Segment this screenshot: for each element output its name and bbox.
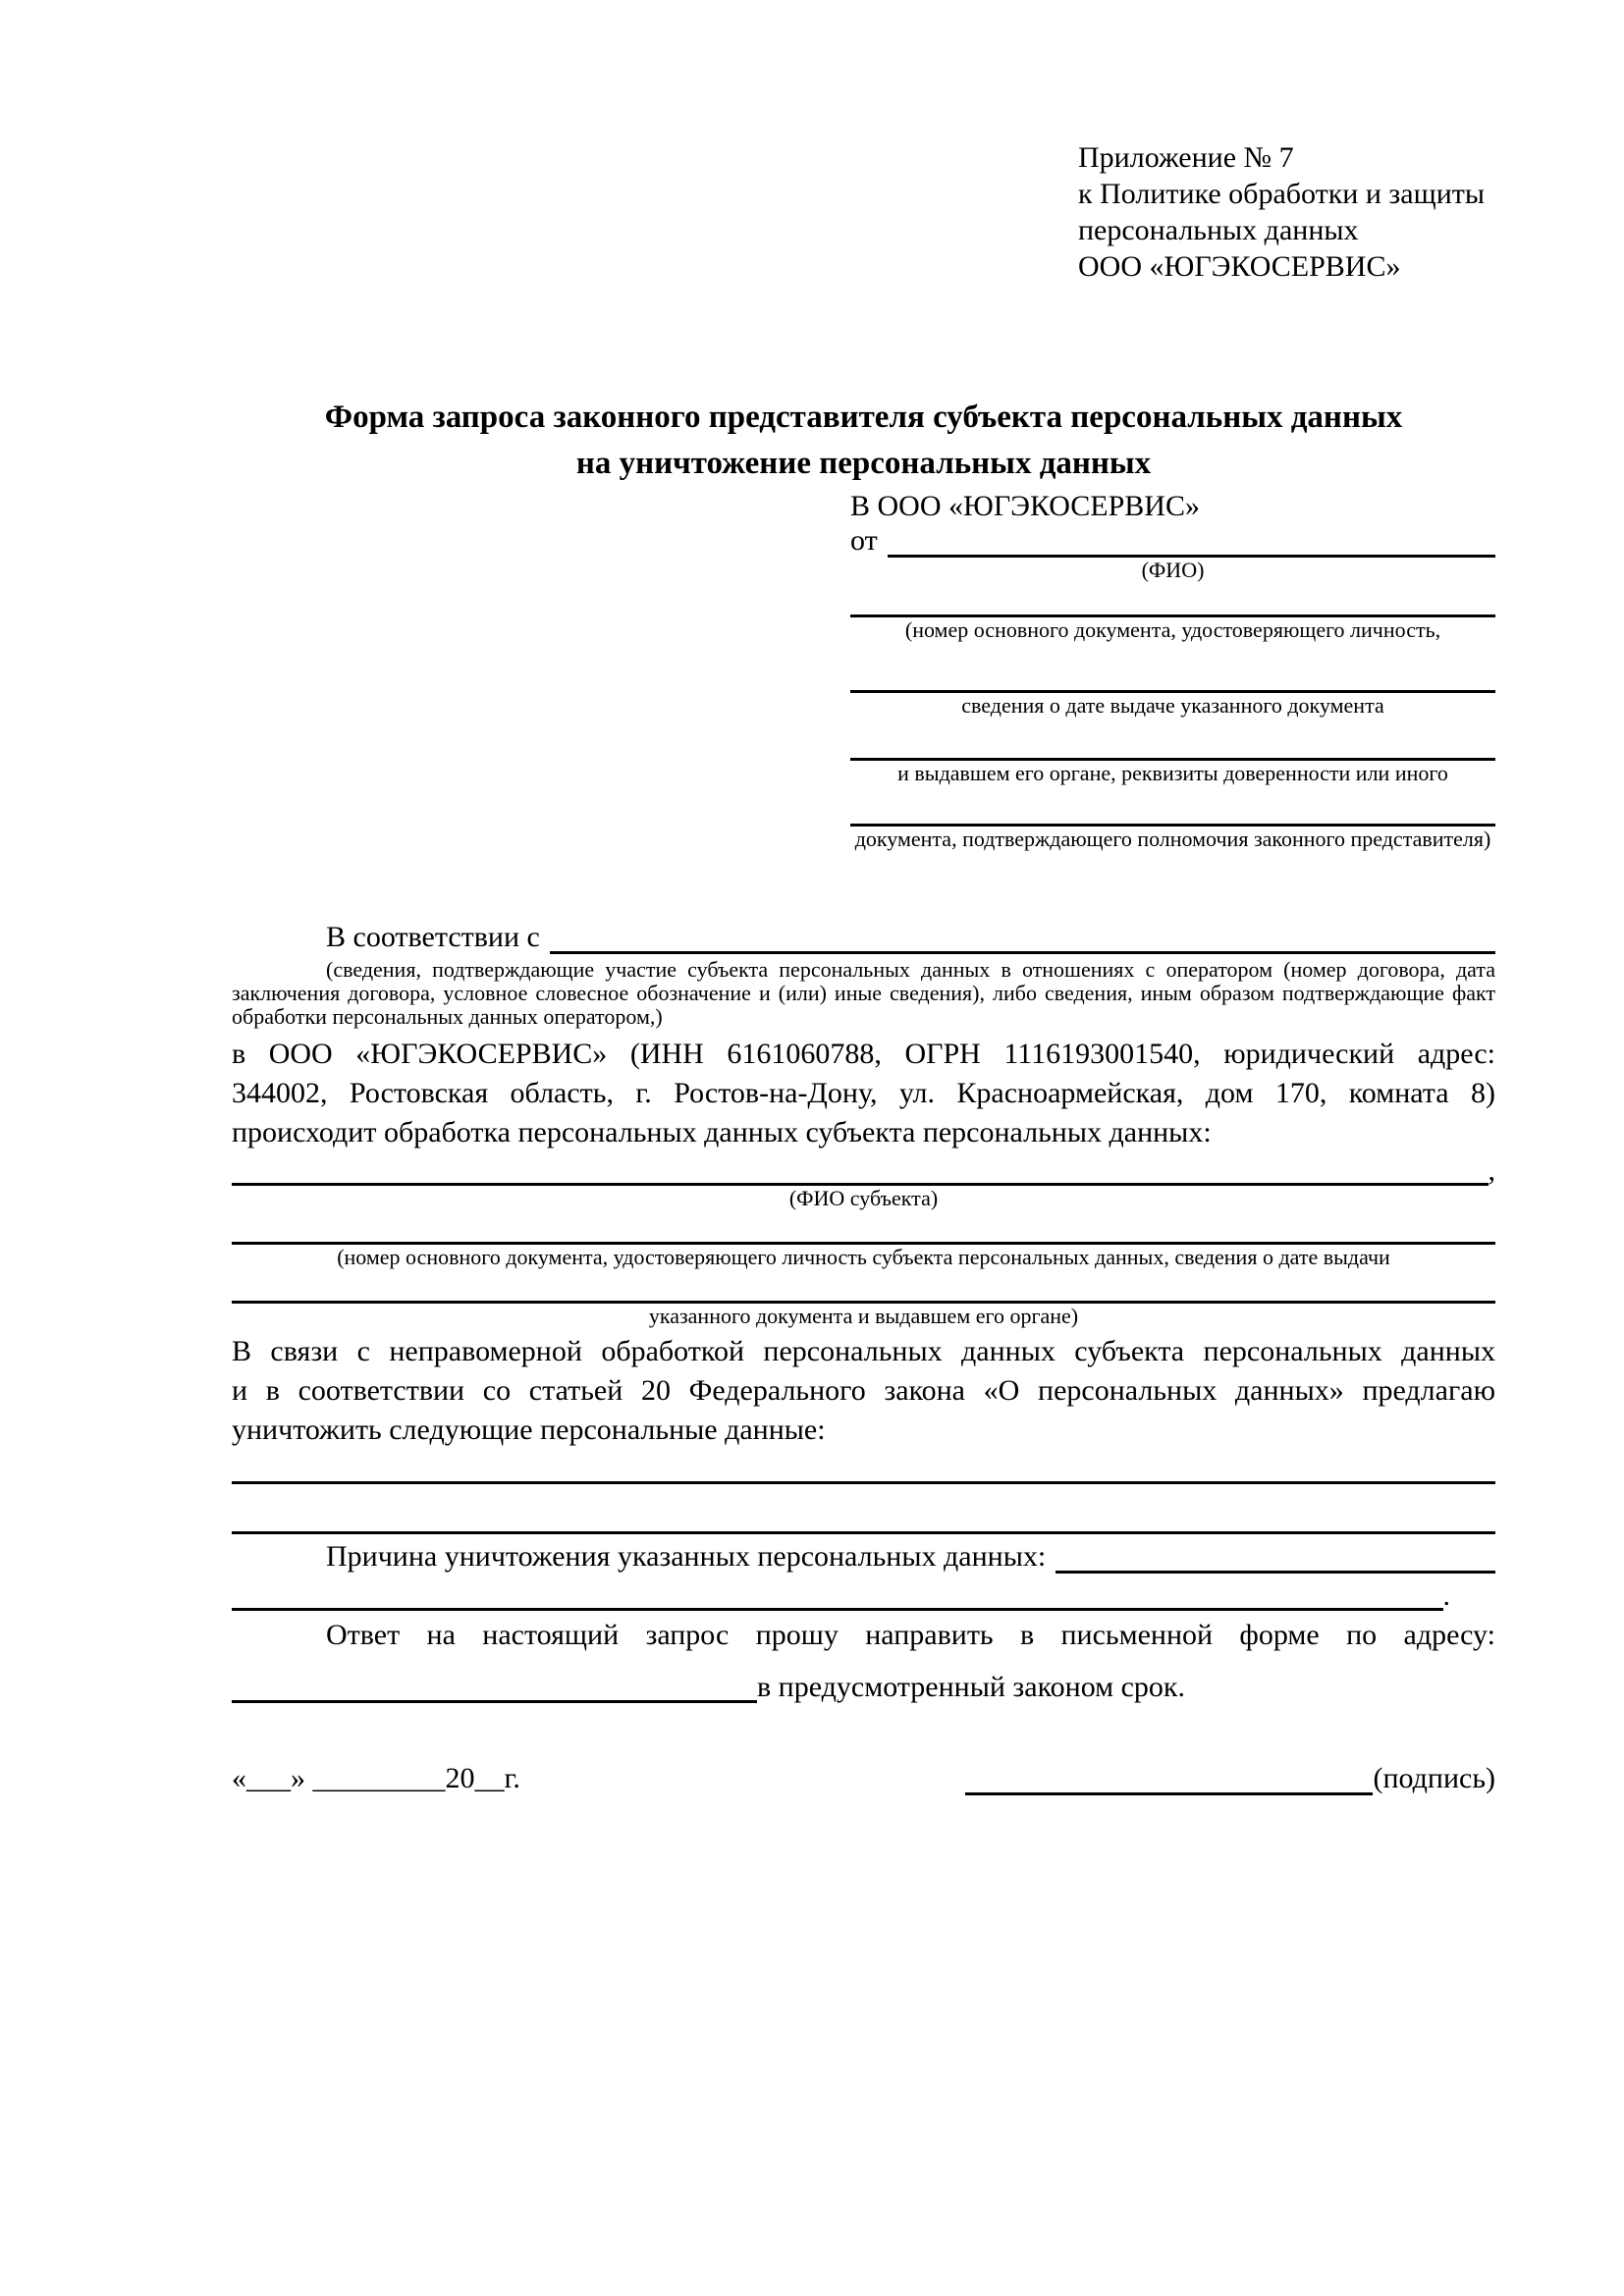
reason-continuation-field <box>232 1575 1495 1611</box>
subject-fio-caption: (ФИО субъекта) <box>788 1186 939 1210</box>
representative-doc-blank-line <box>850 583 1495 617</box>
form-title <box>232 395 1495 487</box>
accordance-field <box>232 913 1495 954</box>
reason-period: . <box>1442 1579 1450 1612</box>
accordance-caption-line: (сведения, подтверждающие участие субъекта персональных данных в отношениях с оператором (номер договора, дата <box>326 957 1495 982</box>
signature-caption: (подпись) <box>1373 1762 1495 1794</box>
representative-doc-caption: документа, подтверждающего полномочия законного представителя) <box>854 827 1491 851</box>
document-content <box>232 0 1495 1795</box>
operator-paragraph <box>232 1035 1495 1152</box>
response-tail: в предусмотренный законом срок. <box>757 1671 1185 1703</box>
appendix-note <box>1078 0 1495 285</box>
subject-doc-blank-line <box>232 1210 1495 1245</box>
operator-paragraph-line: 344002, Ростовская область, г. Ростов-на-Дону, ул. Красноармейская, дом 170, комната 8) <box>232 1077 1495 1109</box>
destruction-request-line: уничтожить следующие персональные данные: <box>232 1414 826 1446</box>
accordance-caption-line: заключения договора, условное словесное обозначение и (или) иные сведения), либо сведения, иным образом подтверждающие факт <box>232 981 1495 1005</box>
reason-field <box>232 1538 1495 1574</box>
address-blank-line <box>232 1700 757 1703</box>
representative-doc-blank-line <box>850 786 1495 827</box>
representative-doc-caption: (номер основного документа, удостоверяющего личность, <box>904 617 1441 642</box>
response-address-field <box>232 1658 1495 1703</box>
from-field <box>850 526 1495 558</box>
representative-doc-blank-line <box>850 643 1495 693</box>
representative-doc-caption: сведения о дате выдаче указанного документа <box>961 693 1384 718</box>
personal-data-blank-line <box>232 1484 1495 1534</box>
destruction-request-line: и в соответствии со статьей 20 Федерального закона «О персональных данных» предлагаю <box>232 1374 1495 1407</box>
operator-paragraph-line: происходит обработка персональных данных субъекта персональных данных: <box>232 1116 1212 1148</box>
representative-doc-blank-line <box>850 719 1495 761</box>
operator-paragraph-line: в ООО «ЮГЭКОСЕРВИС» (ИНН 6161060788, ОГРН 1116193001540, юридический адрес: <box>232 1038 1495 1070</box>
addressee-block <box>850 487 1495 852</box>
appendix-line: к Политике обработки и защиты <box>1078 178 1486 210</box>
representative-doc-caption: и выдавшем его органе, реквизиты доверенности или иного <box>897 761 1448 785</box>
appendix-line: Приложение № 7 <box>1078 141 1294 174</box>
reason-blank-line <box>1056 1571 1495 1574</box>
form-title-line: Форма запроса законного представителя субъекта персональных данных <box>324 400 1403 435</box>
reason-continuation-blank-line <box>232 1608 1443 1611</box>
subject-doc-blank-line <box>232 1269 1495 1304</box>
accordance-caption-line: обработки персональных данных оператором,) <box>232 1004 663 1029</box>
addressee-line: В ООО «ЮГЭКОСЕРВИС» <box>850 490 1200 522</box>
subject-doc-caption: указанного документа и выдавшем его органе) <box>648 1304 1079 1328</box>
destruction-request-line: В связи с неправомерной обработкой персональных данных субъекта персональных данных <box>232 1335 1495 1367</box>
subject-fio-field <box>232 1154 1495 1187</box>
subject-fio-comma: , <box>1488 1154 1495 1187</box>
reason-label: Причина уничтожения указанных персональных данных: <box>326 1540 1047 1573</box>
destruction-request-paragraph <box>232 1332 1495 1450</box>
personal-data-blank-line <box>232 1450 1495 1484</box>
accordance-caption <box>232 958 1495 1029</box>
signature-field <box>965 1762 1495 1795</box>
response-address-intro: Ответ на настоящий запрос прошу направить в письменной форме по адресу: <box>326 1619 1495 1651</box>
form-title-line: на уничтожение персональных данных <box>575 446 1152 481</box>
signature-row <box>232 1762 1495 1795</box>
appendix-line: ООО «ЮГЭКОСЕРВИС» <box>1078 250 1401 283</box>
fio-caption: (ФИО) <box>1141 558 1205 582</box>
accordance-blank-line <box>550 951 1495 954</box>
signature-blank-line <box>965 1763 1373 1795</box>
appendix-line: персональных данных <box>1078 214 1359 246</box>
from-label: от <box>850 524 878 557</box>
subject-doc-caption: (номер основного документа, удостоверяющего личность субъекта персональных данных, сведения о дате выдачи <box>337 1245 1390 1269</box>
date-field: «___» _________20__г. <box>232 1762 520 1794</box>
accordance-label: В соответствии с <box>326 921 540 953</box>
